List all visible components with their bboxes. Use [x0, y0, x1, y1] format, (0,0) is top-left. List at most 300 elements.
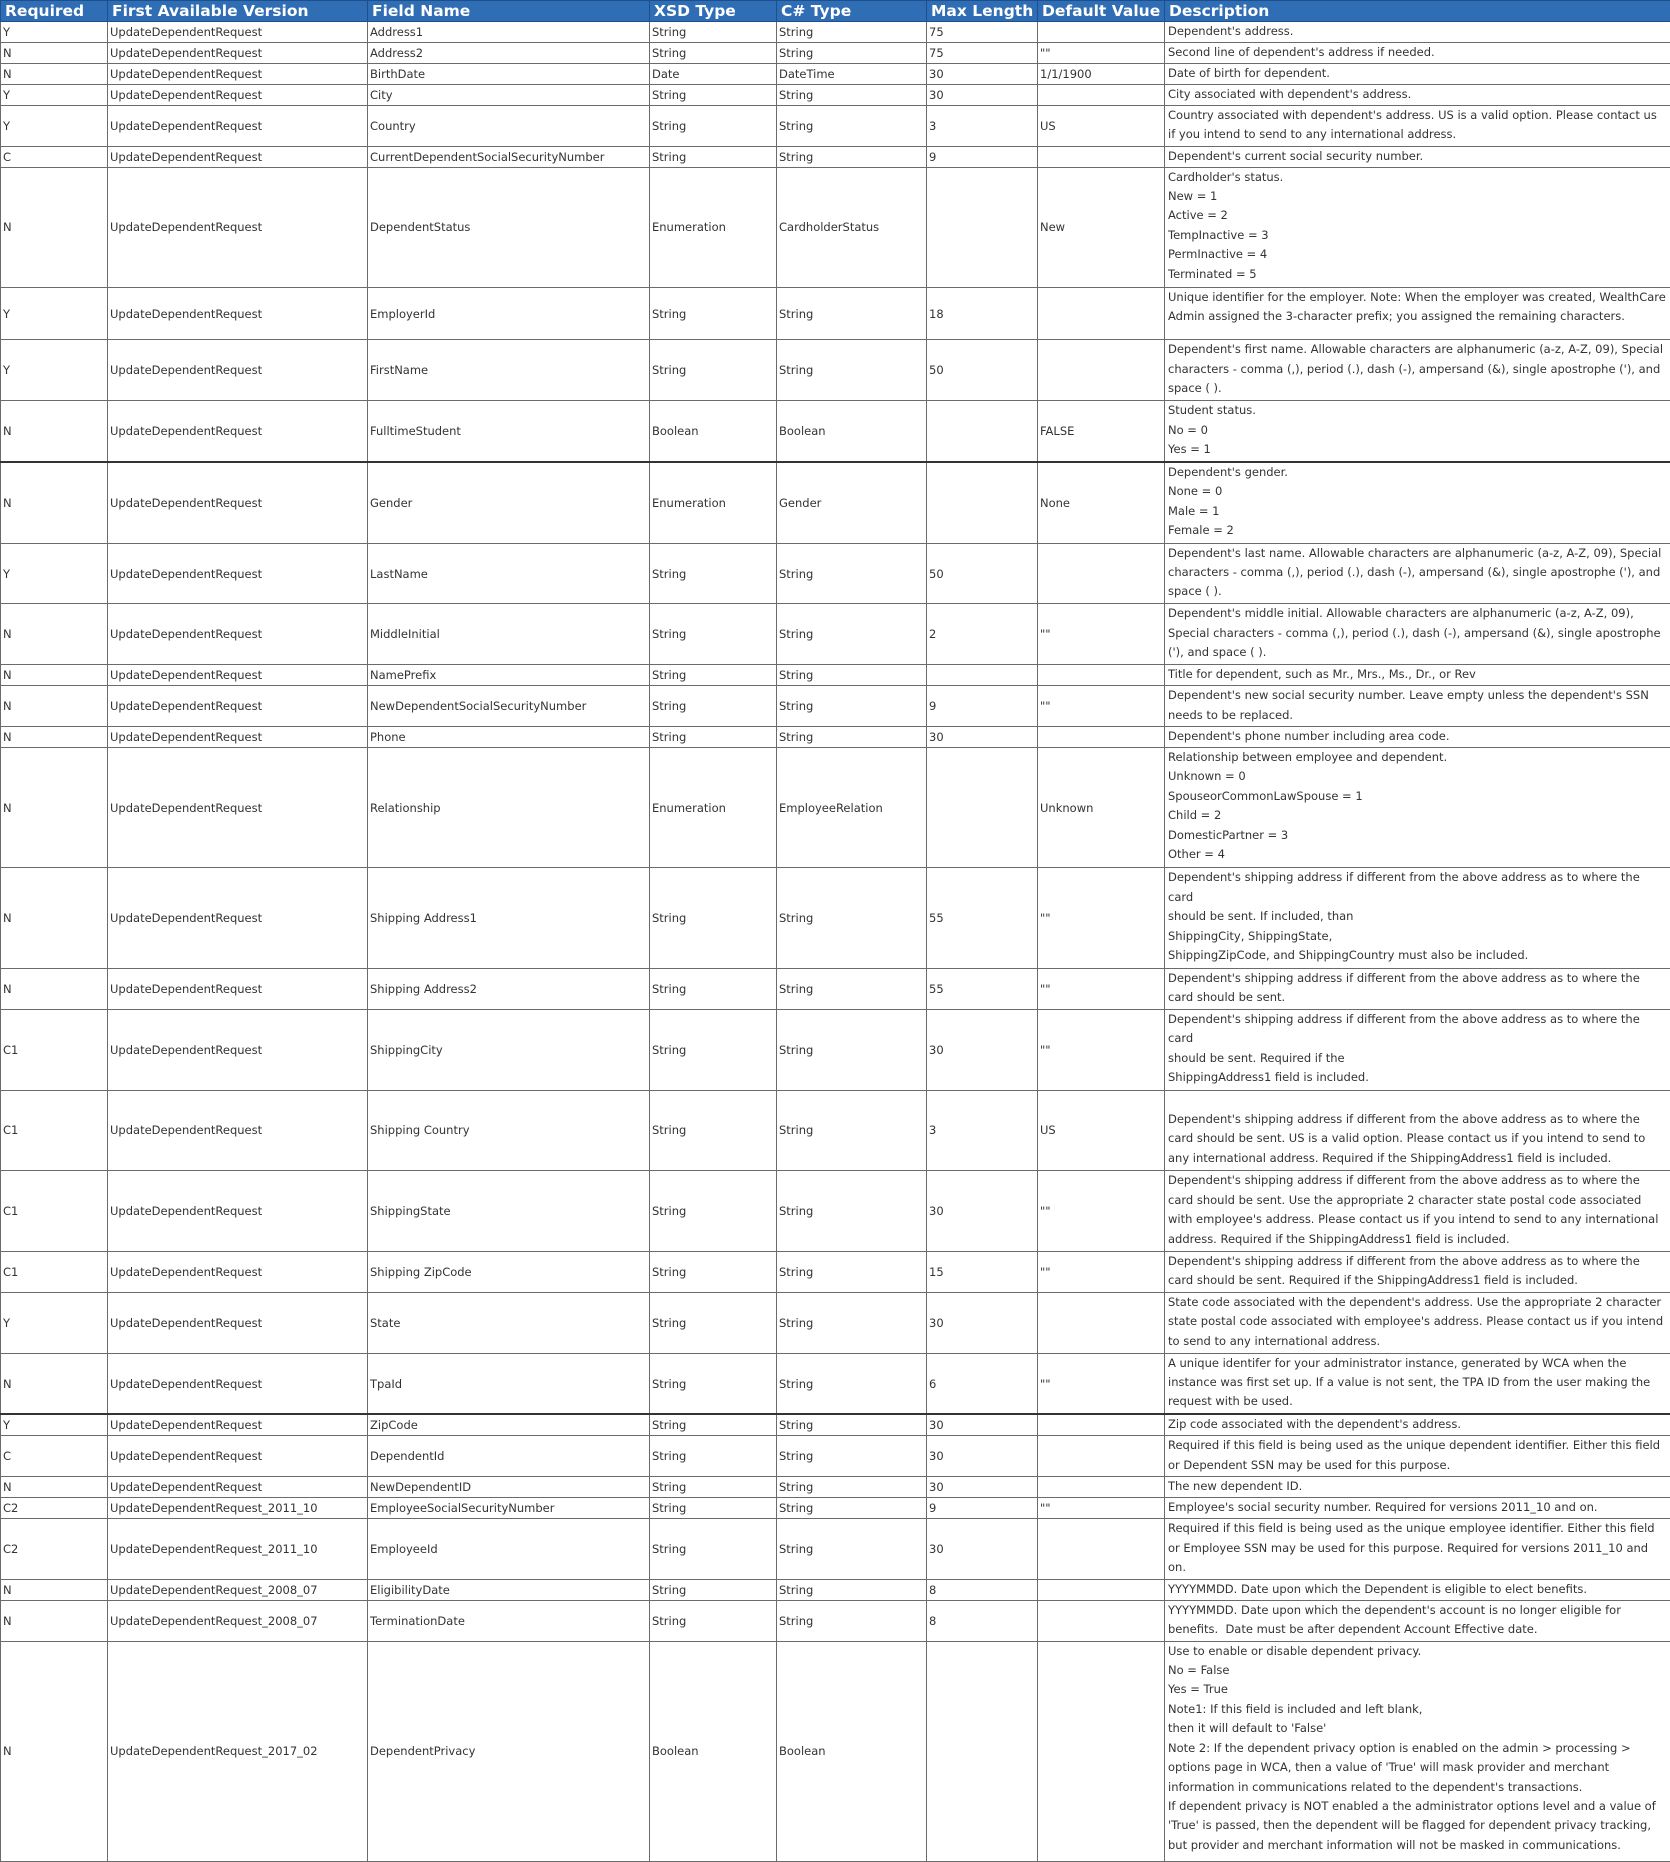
cell-version: UpdateDependentRequest	[108, 1477, 368, 1498]
cell-max-length: 8	[927, 1600, 1038, 1641]
cell-version: UpdateDependentRequest	[108, 1090, 368, 1171]
cell-version: UpdateDependentRequest	[108, 84, 368, 105]
cell-field-name: LastName	[368, 543, 650, 604]
table-row	[1, 340, 1670, 401]
table-row	[1, 1090, 1670, 1171]
cell-xsd-type: String	[650, 42, 777, 63]
cell-field-name: ShippingState	[368, 1171, 650, 1252]
cell-xsd-type: String	[650, 1414, 777, 1435]
cell-cs-type: String	[777, 969, 927, 1010]
cell-field-name: DependentId	[368, 1436, 650, 1477]
cell-version: UpdateDependentRequest	[108, 401, 368, 462]
cell-default-value: ""	[1038, 1353, 1165, 1414]
cell-xsd-type: String	[650, 146, 777, 167]
cell-required: Y	[1, 22, 108, 43]
cell-required: N	[1, 604, 108, 665]
cell-cs-type: String	[777, 604, 927, 665]
cell-field-name: TpaId	[368, 1353, 650, 1414]
table-row	[1, 42, 1670, 63]
cell-description: Dependent's shipping address if different from the above address as to where the card should be sent. Required if the ShippingAddress1 field is included.	[1165, 1252, 1670, 1293]
cell-default-value	[1038, 727, 1165, 748]
cell-xsd-type: String	[650, 604, 777, 665]
table-row	[1, 686, 1670, 727]
cell-cs-type: String	[777, 22, 927, 43]
cell-required: N	[1, 665, 108, 686]
cell-field-name: Shipping ZipCode	[368, 1252, 650, 1293]
cell-field-name: State	[368, 1292, 650, 1353]
cell-field-name: Address1	[368, 22, 650, 43]
cell-max-length: 30	[927, 63, 1038, 84]
cell-xsd-type: String	[650, 22, 777, 43]
cell-required: N	[1, 401, 108, 462]
table-row	[1, 1600, 1670, 1641]
cell-max-length: 30	[927, 1171, 1038, 1252]
cell-default-value	[1038, 1436, 1165, 1477]
cell-cs-type: String	[777, 1009, 927, 1090]
cell-max-length	[927, 747, 1038, 868]
cell-required: N	[1, 1600, 108, 1641]
cell-xsd-type: String	[650, 84, 777, 105]
cell-cs-type: String	[777, 105, 927, 146]
cell-xsd-type: String	[650, 1436, 777, 1477]
cell-xsd-type: String	[650, 727, 777, 748]
cell-xsd-type: String	[650, 1090, 777, 1171]
cell-field-name: MiddleInitial	[368, 604, 650, 665]
cell-default-value: ""	[1038, 1498, 1165, 1519]
table-row	[1, 747, 1670, 868]
cell-version: UpdateDependentRequest	[108, 288, 368, 340]
cell-description: Dependent's last name. Allowable characters are alphanumeric (a-z, A-Z, 09), Special characters - comma (,), period (.), dash (-), ampersand (&), single apostrophe ('), and space ( ).	[1165, 543, 1670, 604]
cell-description: YYYYMMDD. Date upon which the Dependent is eligible to elect benefits.	[1165, 1579, 1670, 1600]
cell-max-length: 30	[927, 1477, 1038, 1498]
header-max-length: Max Length	[927, 1, 1038, 22]
cell-max-length: 50	[927, 340, 1038, 401]
table-row	[1, 22, 1670, 43]
cell-required: C2	[1, 1519, 108, 1580]
cell-version: UpdateDependentRequest	[108, 1009, 368, 1090]
cell-required: C	[1, 1436, 108, 1477]
cell-max-length: 9	[927, 1498, 1038, 1519]
cell-version: UpdateDependentRequest	[108, 22, 368, 43]
cell-default-value: ""	[1038, 42, 1165, 63]
cell-max-length: 6	[927, 1353, 1038, 1414]
header-xsd-type: XSD Type	[650, 1, 777, 22]
cell-cs-type: String	[777, 1292, 927, 1353]
cell-required: C1	[1, 1252, 108, 1293]
cell-description: Dependent's shipping address if different from the above address as to where the card should be sent. Required if the ShippingAddress1 field is included.	[1165, 1009, 1670, 1090]
cell-field-name: DependentPrivacy	[368, 1641, 650, 1861]
cell-default-value: ""	[1038, 1009, 1165, 1090]
cell-max-length	[927, 167, 1038, 288]
cell-max-length: 30	[927, 1414, 1038, 1435]
cell-max-length: 30	[927, 1436, 1038, 1477]
table-row	[1, 105, 1670, 146]
cell-xsd-type: String	[650, 1498, 777, 1519]
cell-default-value: ""	[1038, 686, 1165, 727]
cell-description: A unique identifer for your administrator instance, generated by WCA when the instance was first set up. If a value is not sent, the TPA ID from the user making the request with be used.	[1165, 1353, 1670, 1414]
table-row	[1, 1641, 1670, 1861]
cell-description: Required if this field is being used as the unique employee identifier. Either this field or Employee SSN may be used for this purpose. Required for versions 2011_10 and on.	[1165, 1519, 1670, 1580]
cell-required: Y	[1, 1414, 108, 1435]
table-row	[1, 1519, 1670, 1580]
cell-field-name: Address2	[368, 42, 650, 63]
cell-field-name: Gender	[368, 462, 650, 543]
cell-required: N	[1, 42, 108, 63]
cell-max-length: 3	[927, 1090, 1038, 1171]
cell-xsd-type: String	[650, 1600, 777, 1641]
table-row	[1, 604, 1670, 665]
cell-cs-type: Boolean	[777, 401, 927, 462]
table-row	[1, 543, 1670, 604]
cell-version: UpdateDependentRequest_2008_07	[108, 1579, 368, 1600]
cell-cs-type: CardholderStatus	[777, 167, 927, 288]
cell-max-length	[927, 665, 1038, 686]
cell-max-length: 30	[927, 727, 1038, 748]
cell-description: Country associated with dependent's address. US is a valid option. Please contact us if you intend to send to any international address.	[1165, 105, 1670, 146]
cell-xsd-type: Enumeration	[650, 462, 777, 543]
cell-field-name: CurrentDependentSocialSecurityNumber	[368, 146, 650, 167]
cell-max-length: 30	[927, 84, 1038, 105]
table-row	[1, 1436, 1670, 1477]
cell-required: N	[1, 167, 108, 288]
cell-cs-type: String	[777, 543, 927, 604]
cell-version: UpdateDependentRequest	[108, 1171, 368, 1252]
cell-cs-type: String	[777, 1090, 927, 1171]
cell-description: Required if this field is being used as the unique dependent identifier. Either this field or Dependent SSN may be used for this purpose.	[1165, 1436, 1670, 1477]
cell-default-value: 1/1/1900	[1038, 63, 1165, 84]
header-field-name: Field Name	[368, 1, 650, 22]
cell-version: UpdateDependentRequest_2008_07	[108, 1600, 368, 1641]
cell-max-length: 50	[927, 543, 1038, 604]
table-row	[1, 462, 1670, 543]
cell-default-value	[1038, 288, 1165, 340]
cell-xsd-type: Boolean	[650, 401, 777, 462]
cell-required: N	[1, 1353, 108, 1414]
cell-description: Dependent's shipping address if different from the above address as to where the card should be sent.	[1165, 969, 1670, 1010]
cell-default-value	[1038, 1519, 1165, 1580]
cell-max-length: 15	[927, 1252, 1038, 1293]
cell-default-value	[1038, 1414, 1165, 1435]
cell-description: Title for dependent, such as Mr., Mrs., Ms., Dr., or Rev	[1165, 665, 1670, 686]
cell-version: UpdateDependentRequest_2011_10	[108, 1519, 368, 1580]
cell-description: Date of birth for dependent.	[1165, 63, 1670, 84]
cell-description: Relationship between employee and dependent. Unknown = 0 SpouseorCommonLawSpouse = 1 Child = 2 DomesticPartner = 3 Other = 4	[1165, 747, 1670, 868]
cell-version: UpdateDependentRequest	[108, 42, 368, 63]
cell-max-length: 9	[927, 146, 1038, 167]
cell-cs-type: String	[777, 1353, 927, 1414]
cell-description: Dependent's shipping address if different from the above address as to where the card should be sent. Use the appropriate 2 character state postal code associated with employee's address. Please contact us if you intend to send to any international address. Required if the ShippingAddress1 field is included.	[1165, 1171, 1670, 1252]
cell-field-name: NewDependentSocialSecurityNumber	[368, 686, 650, 727]
table-row	[1, 969, 1670, 1010]
cell-default-value	[1038, 84, 1165, 105]
cell-cs-type: String	[777, 42, 927, 63]
cell-xsd-type: String	[650, 686, 777, 727]
cell-required: Y	[1, 543, 108, 604]
cell-xsd-type: String	[650, 105, 777, 146]
cell-field-name: BirthDate	[368, 63, 650, 84]
cell-field-name: EmployeeId	[368, 1519, 650, 1580]
cell-version: UpdateDependentRequest	[108, 747, 368, 868]
cell-cs-type: String	[777, 1414, 927, 1435]
cell-default-value	[1038, 146, 1165, 167]
cell-description: Use to enable or disable dependent privacy. No = False Yes = True Note1: If this field is included and left blank, then it will default to 'False' Note 2: If the dependent privacy option is enabled on the admin > processing > options page in WCA, then a value of 'True' will mask provider and merchant information in communications related to the dependent's transactions. If dependent privacy is NOT enabled a the administrator options level and a value of 'True' is passed, then the dependent will be flagged for dependent privacy tracking, but provider and merchant information will not be masked in communications.	[1165, 1641, 1670, 1861]
cell-field-name: Country	[368, 105, 650, 146]
cell-required: C2	[1, 1498, 108, 1519]
cell-field-name: Relationship	[368, 747, 650, 868]
cell-required: Y	[1, 288, 108, 340]
header-version: First Available Version	[108, 1, 368, 22]
table-row	[1, 84, 1670, 105]
cell-version: UpdateDependentRequest	[108, 167, 368, 288]
cell-field-name: Shipping Address2	[368, 969, 650, 1010]
cell-default-value	[1038, 543, 1165, 604]
cell-required: N	[1, 727, 108, 748]
cell-cs-type: DateTime	[777, 63, 927, 84]
cell-max-length	[927, 1641, 1038, 1861]
cell-field-name: City	[368, 84, 650, 105]
cell-required: N	[1, 747, 108, 868]
cell-xsd-type: String	[650, 1171, 777, 1252]
cell-cs-type: String	[777, 1519, 927, 1580]
cell-max-length: 30	[927, 1292, 1038, 1353]
cell-required: Y	[1, 84, 108, 105]
cell-version: UpdateDependentRequest	[108, 1414, 368, 1435]
cell-default-value	[1038, 1600, 1165, 1641]
cell-description: Dependent's middle initial. Allowable characters are alphanumeric (a-z, A-Z, 09), Special characters - comma (,), period (.), dash (-), ampersand (&), single apostrophe ('), and space ( ).	[1165, 604, 1670, 665]
cell-cs-type: EmployeeRelation	[777, 747, 927, 868]
cell-required: C	[1, 146, 108, 167]
cell-field-name: EligibilityDate	[368, 1579, 650, 1600]
cell-version: UpdateDependentRequest	[108, 1436, 368, 1477]
cell-cs-type: String	[777, 868, 927, 969]
cell-version: UpdateDependentRequest	[108, 146, 368, 167]
cell-description: Cardholder's status. New = 1 Active = 2 TempInactive = 3 PermInactive = 4 Terminated = 5	[1165, 167, 1670, 288]
header-default-value: Default Value	[1038, 1, 1165, 22]
cell-required: Y	[1, 340, 108, 401]
cell-field-name: EmployerId	[368, 288, 650, 340]
cell-description: Dependent's first name. Allowable characters are alphanumeric (a-z, A-Z, 09), Special characters - comma (,), period (.), dash (-), ampersand (&), single apostrophe ('), and space ( ).	[1165, 340, 1670, 401]
cell-max-length: 30	[927, 1519, 1038, 1580]
cell-description: Dependent's address.	[1165, 22, 1670, 43]
cell-field-name: NamePrefix	[368, 665, 650, 686]
cell-version: UpdateDependentRequest	[108, 1292, 368, 1353]
cell-required: N	[1, 868, 108, 969]
cell-description: City associated with dependent's address.	[1165, 84, 1670, 105]
cell-cs-type: String	[777, 1498, 927, 1519]
cell-required: N	[1, 686, 108, 727]
cell-max-length: 2	[927, 604, 1038, 665]
cell-default-value	[1038, 665, 1165, 686]
cell-description: Employee's social security number. Required for versions 2011_10 and on.	[1165, 1498, 1670, 1519]
table-row	[1, 146, 1670, 167]
cell-xsd-type: String	[650, 1579, 777, 1600]
cell-xsd-type: Enumeration	[650, 167, 777, 288]
cell-cs-type: String	[777, 665, 927, 686]
cell-cs-type: String	[777, 1436, 927, 1477]
cell-version: UpdateDependentRequest	[108, 340, 368, 401]
cell-required: Y	[1, 1292, 108, 1353]
cell-field-name: ZipCode	[368, 1414, 650, 1435]
cell-field-name: FirstName	[368, 340, 650, 401]
cell-default-value: ""	[1038, 604, 1165, 665]
cell-max-length: 75	[927, 42, 1038, 63]
table-row	[1, 1498, 1670, 1519]
cell-field-name: NewDependentID	[368, 1477, 650, 1498]
cell-max-length: 9	[927, 686, 1038, 727]
cell-xsd-type: String	[650, 969, 777, 1010]
cell-xsd-type: String	[650, 1519, 777, 1580]
table-row	[1, 1414, 1670, 1435]
table-row	[1, 288, 1670, 340]
cell-field-name: EmployeeSocialSecurityNumber	[368, 1498, 650, 1519]
cell-field-name: Phone	[368, 727, 650, 748]
cell-xsd-type: String	[650, 1353, 777, 1414]
cell-description: Unique identifier for the employer. Note: When the employer was created, WealthCare Admin assigned the 3-character prefix; you assigned the remaining characters.	[1165, 288, 1670, 340]
cell-default-value: ""	[1038, 1252, 1165, 1293]
cell-default-value: Unknown	[1038, 747, 1165, 868]
cell-field-name: Shipping Country	[368, 1090, 650, 1171]
table-row	[1, 401, 1670, 462]
cell-max-length: 30	[927, 1009, 1038, 1090]
cell-description: Dependent's shipping address if different from the above address as to where the card should be sent. If included, than ShippingCity, ShippingState, ShippingZipCode, and ShippingCountry must also be included.	[1165, 868, 1670, 969]
cell-xsd-type: String	[650, 543, 777, 604]
cell-cs-type: String	[777, 1579, 927, 1600]
cell-required: N	[1, 1579, 108, 1600]
cell-required: C1	[1, 1009, 108, 1090]
cell-description: State code associated with the dependent's address. Use the appropriate 2 character state postal code associated with employee's address. Please contact us if you intend to send to any international address.	[1165, 1292, 1670, 1353]
cell-version: UpdateDependentRequest	[108, 665, 368, 686]
cell-max-length: 55	[927, 969, 1038, 1010]
cell-cs-type: String	[777, 686, 927, 727]
table-row	[1, 167, 1670, 288]
cell-field-name: Shipping Address1	[368, 868, 650, 969]
cell-version: UpdateDependentRequest	[108, 686, 368, 727]
cell-default-value	[1038, 22, 1165, 43]
cell-required: N	[1, 1477, 108, 1498]
cell-default-value	[1038, 1579, 1165, 1600]
cell-xsd-type: String	[650, 1477, 777, 1498]
cell-default-value: New	[1038, 167, 1165, 288]
cell-required: N	[1, 969, 108, 1010]
cell-max-length	[927, 462, 1038, 543]
cell-description: The new dependent ID.	[1165, 1477, 1670, 1498]
cell-description: Dependent's gender. None = 0 Male = 1 Female = 2	[1165, 462, 1670, 543]
cell-default-value: ""	[1038, 868, 1165, 969]
cell-cs-type: String	[777, 1252, 927, 1293]
table-row	[1, 665, 1670, 686]
cell-description: Dependent's new social security number. Leave empty unless the dependent's SSN needs to be replaced.	[1165, 686, 1670, 727]
cell-cs-type: String	[777, 288, 927, 340]
cell-description: Second line of dependent's address if needed.	[1165, 42, 1670, 63]
cell-version: UpdateDependentRequest	[108, 1252, 368, 1293]
cell-cs-type: String	[777, 340, 927, 401]
cell-required: C1	[1, 1171, 108, 1252]
cell-xsd-type: Boolean	[650, 1641, 777, 1861]
cell-xsd-type: Enumeration	[650, 747, 777, 868]
cell-default-value	[1038, 340, 1165, 401]
cell-max-length: 3	[927, 105, 1038, 146]
cell-xsd-type: String	[650, 1009, 777, 1090]
cell-xsd-type: String	[650, 1292, 777, 1353]
cell-default-value: FALSE	[1038, 401, 1165, 462]
cell-default-value: US	[1038, 105, 1165, 146]
cell-xsd-type: String	[650, 340, 777, 401]
cell-field-name: TerminationDate	[368, 1600, 650, 1641]
cell-xsd-type: String	[650, 1252, 777, 1293]
cell-default-value: US	[1038, 1090, 1165, 1171]
cell-description: Zip code associated with the dependent's address.	[1165, 1414, 1670, 1435]
cell-default-value: ""	[1038, 969, 1165, 1010]
cell-max-length: 55	[927, 868, 1038, 969]
cell-version: UpdateDependentRequest_2011_10	[108, 1498, 368, 1519]
cell-cs-type: String	[777, 727, 927, 748]
cell-required: N	[1, 63, 108, 84]
cell-description: Dependent's shipping address if different from the above address as to where the card should be sent. US is a valid option. Please contact us if you intend to send to any international address. Required if the ShippingAddress1 field is included.	[1165, 1090, 1670, 1171]
cell-required: C1	[1, 1090, 108, 1171]
header-description: Description	[1165, 1, 1670, 22]
cell-version: UpdateDependentRequest	[108, 543, 368, 604]
table-row	[1, 1579, 1670, 1600]
cell-version: UpdateDependentRequest	[108, 969, 368, 1010]
cell-field-name: ShippingCity	[368, 1009, 650, 1090]
cell-description: YYYYMMDD. Date upon which the dependent's account is no longer eligible for benefits. Date must be after dependent Account Effective date.	[1165, 1600, 1670, 1641]
table-row	[1, 1009, 1670, 1090]
header-cs-type: C# Type	[777, 1, 927, 22]
table-row	[1, 1292, 1670, 1353]
cell-xsd-type: String	[650, 288, 777, 340]
cell-version: UpdateDependentRequest	[108, 105, 368, 146]
cell-description: Dependent's phone number including area code.	[1165, 727, 1670, 748]
cell-field-name: DependentStatus	[368, 167, 650, 288]
cell-max-length: 8	[927, 1579, 1038, 1600]
cell-cs-type: String	[777, 84, 927, 105]
cell-cs-type: Boolean	[777, 1641, 927, 1861]
cell-version: UpdateDependentRequest	[108, 604, 368, 665]
table-row	[1, 1252, 1670, 1293]
table-row	[1, 727, 1670, 748]
cell-cs-type: String	[777, 1171, 927, 1252]
cell-version: UpdateDependentRequest	[108, 1353, 368, 1414]
header-row	[1, 1, 1670, 22]
cell-default-value: ""	[1038, 1171, 1165, 1252]
table-row	[1, 1353, 1670, 1414]
cell-default-value: None	[1038, 462, 1165, 543]
cell-cs-type: Gender	[777, 462, 927, 543]
cell-description: Student status. No = 0 Yes = 1	[1165, 401, 1670, 462]
cell-version: UpdateDependentRequest	[108, 868, 368, 969]
cell-version: UpdateDependentRequest	[108, 462, 368, 543]
table-row	[1, 63, 1670, 84]
cell-required: N	[1, 1641, 108, 1861]
cell-default-value	[1038, 1641, 1165, 1861]
cell-cs-type: String	[777, 1600, 927, 1641]
cell-cs-type: String	[777, 1477, 927, 1498]
table-row	[1, 1171, 1670, 1252]
table-row	[1, 868, 1670, 969]
cell-cs-type: String	[777, 146, 927, 167]
cell-max-length: 18	[927, 288, 1038, 340]
header-required: Required	[1, 1, 108, 22]
cell-default-value	[1038, 1292, 1165, 1353]
cell-max-length	[927, 401, 1038, 462]
cell-required: N	[1, 462, 108, 543]
cell-max-length: 75	[927, 22, 1038, 43]
cell-field-name: FulltimeStudent	[368, 401, 650, 462]
cell-required: Y	[1, 105, 108, 146]
cell-description: Dependent's current social security number.	[1165, 146, 1670, 167]
cell-xsd-type: Date	[650, 63, 777, 84]
table-row	[1, 1477, 1670, 1498]
